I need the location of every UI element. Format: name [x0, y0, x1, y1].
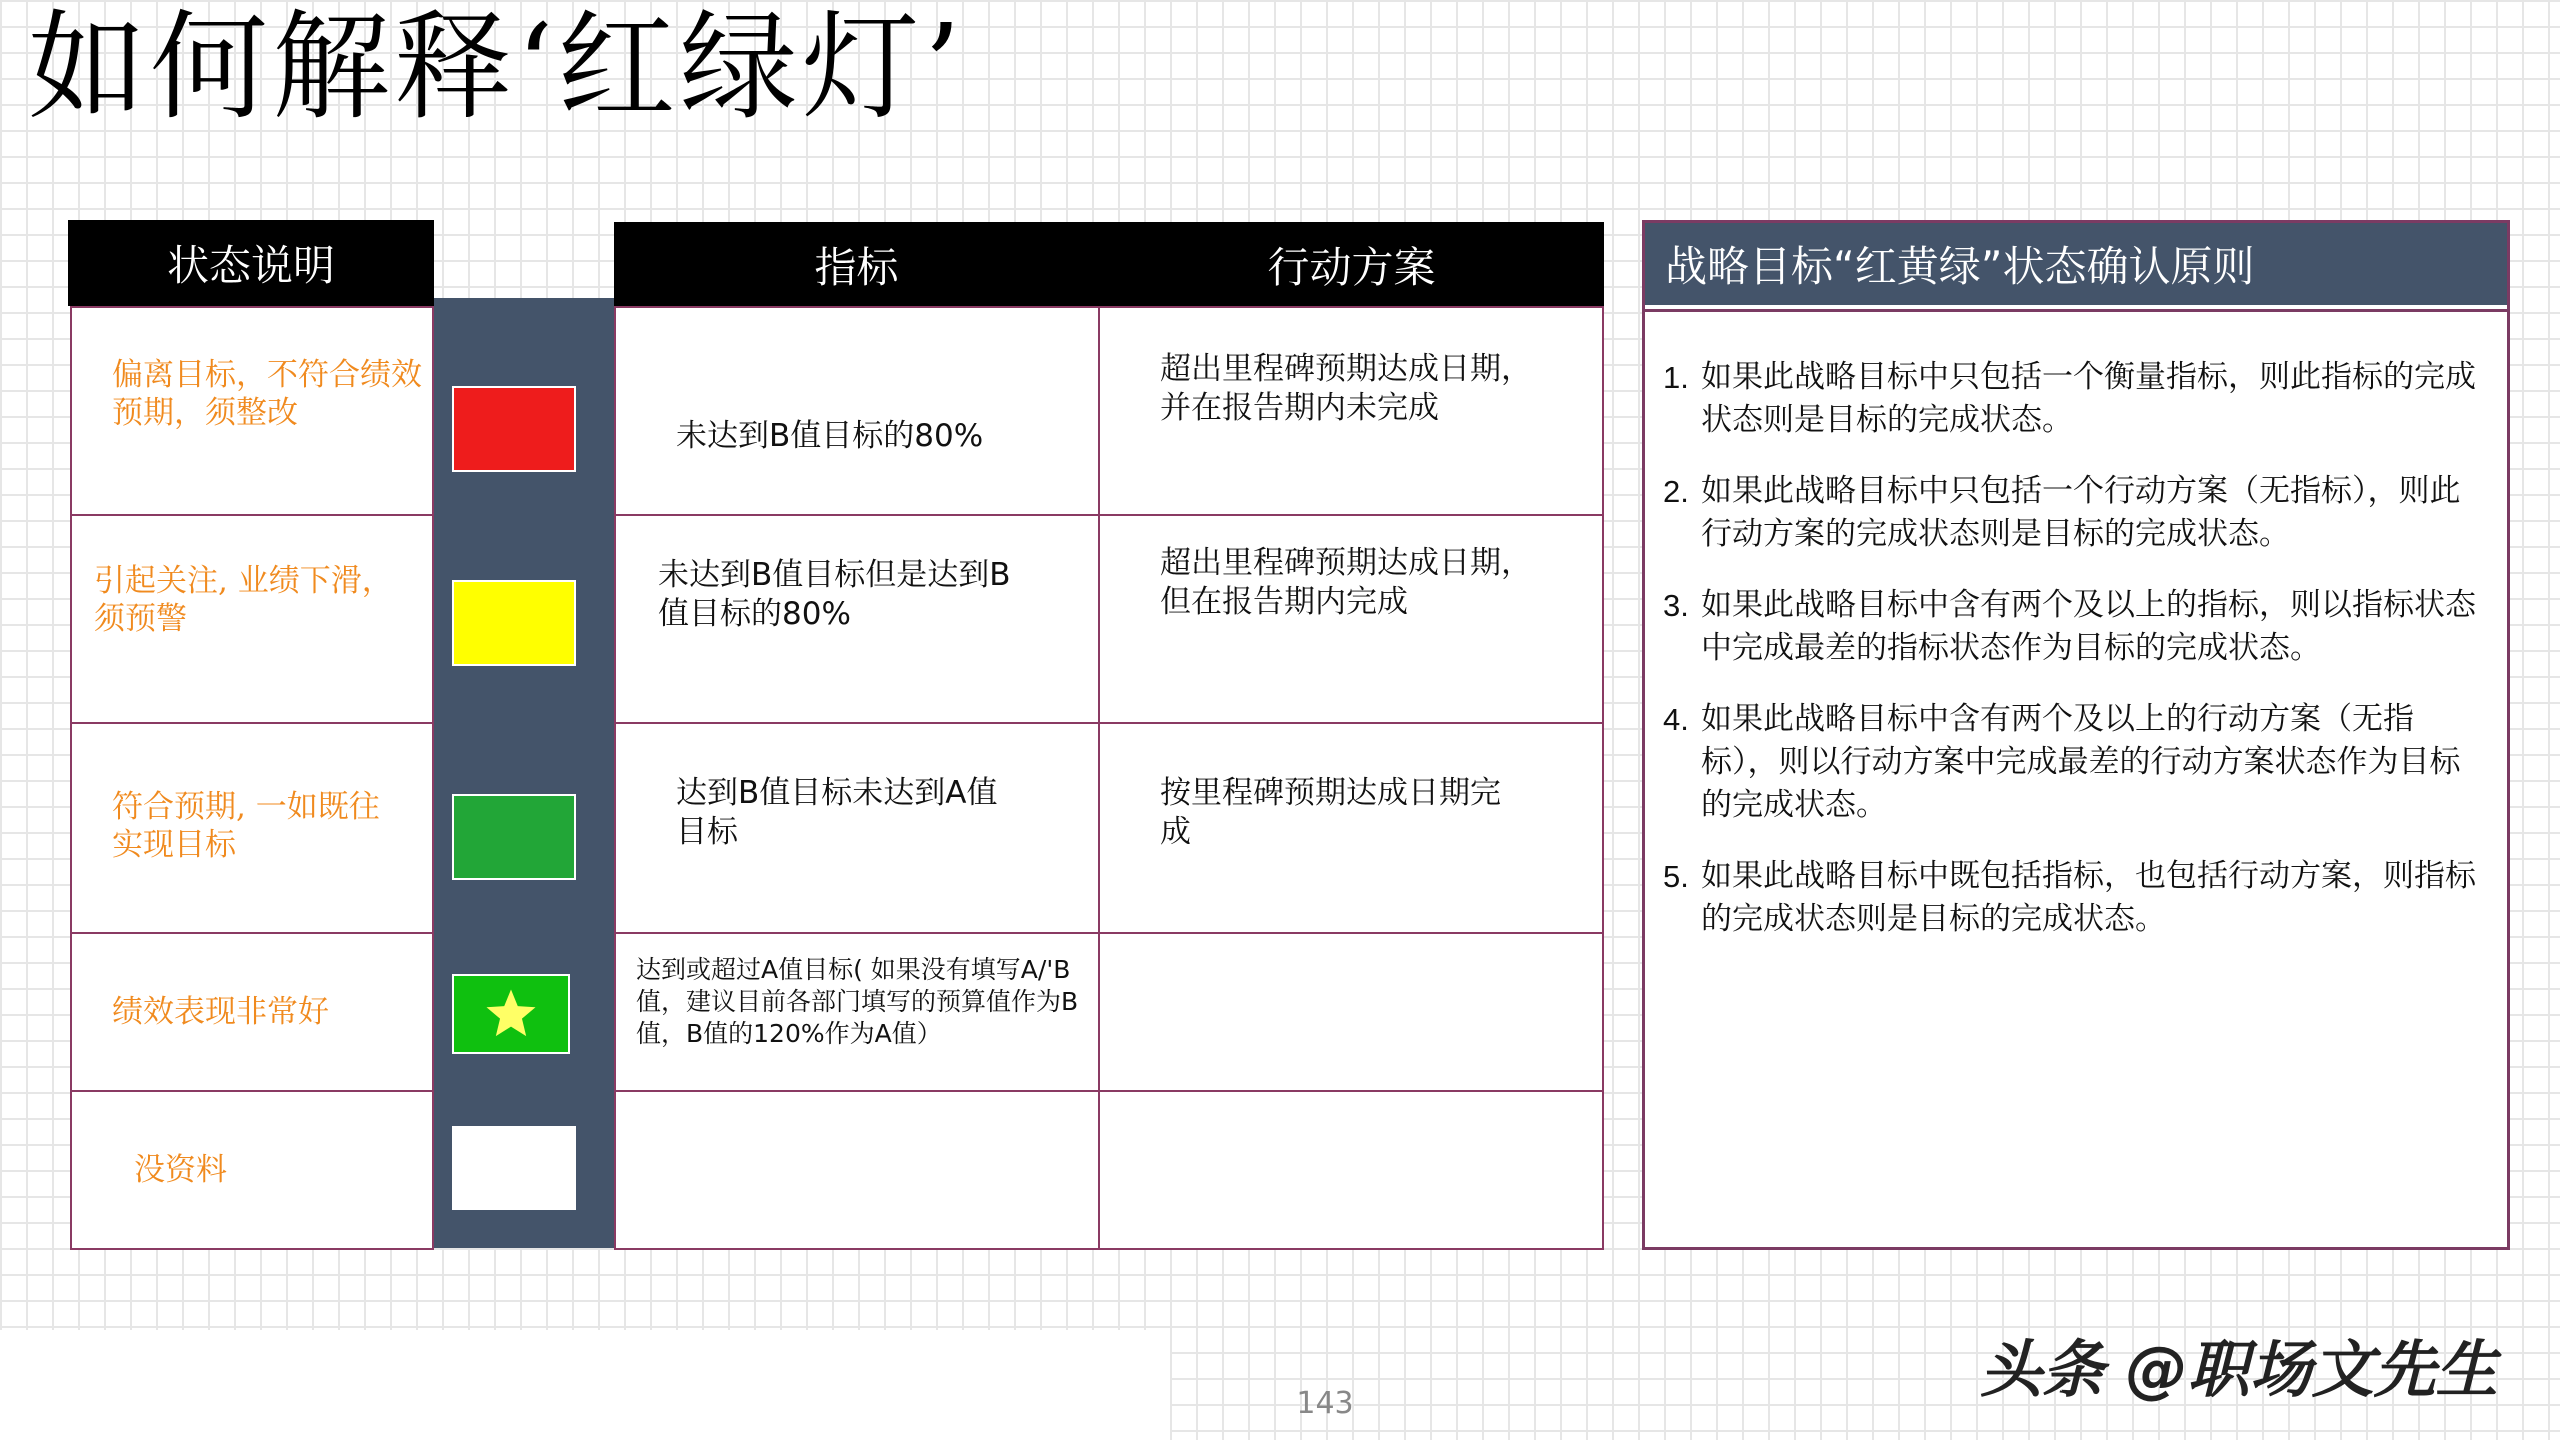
status-text: 偏离目标，不符合绩效预期，须整改	[112, 357, 422, 431]
action-cell	[1098, 514, 1604, 724]
rules-list	[1645, 312, 2507, 941]
status-cell-no-data	[70, 1090, 434, 1250]
rule-text: 如果此战略目标中含有两个及以上的行动方案（无指标），则以行动方案中完成最差的行动方案状态作为目标的完成状态。	[1701, 701, 2461, 823]
rules-header: 战略目标“红黄绿”状态确认原则	[1645, 223, 2507, 305]
status-text: 引起关注, 业绩下滑，须预警	[94, 563, 393, 637]
action-text: 按里程碑预期达成日期完成	[1160, 775, 1501, 850]
rule-number: 3.	[1663, 588, 1689, 623]
indicator-header: 指标	[614, 222, 1099, 308]
rule-text: 如果此战略目标中只包括一个行动方案（无指标），则此行动方案的完成状态则是目标的完成状态。	[1701, 473, 2461, 552]
rule-number: 1.	[1663, 360, 1689, 395]
star-icon	[483, 986, 539, 1042]
rule-item	[1663, 584, 2477, 670]
status-header: 状态说明	[68, 220, 434, 306]
rule-number: 2.	[1663, 474, 1689, 509]
rule-item	[1663, 470, 2477, 556]
table-header	[614, 222, 1604, 308]
status-cell-green	[70, 722, 434, 934]
indicator-text: 达到B值目标未达到A值目标	[676, 775, 998, 850]
rule-text: 如果此战略目标中含有两个及以上的指标，则以指标状态中完成最差的指标状态作为目标的完成状态。	[1701, 587, 2476, 666]
status-text: 符合预期, 一如既往实现目标	[112, 789, 380, 863]
footer-band	[0, 1330, 1170, 1440]
rule-item	[1663, 698, 2477, 827]
action-cell	[1098, 306, 1604, 516]
indicator-cell	[614, 722, 1100, 934]
yellow-status-swatch	[452, 580, 576, 666]
rule-text: 如果此战略目标中既包括指标，也包括行动方案，则指标的完成状态则是目标的完成状态。	[1701, 858, 2476, 937]
indicator-text: 未达到B值目标但是达到B值目标的80%	[658, 557, 1011, 632]
status-cell-excellent	[70, 932, 434, 1092]
excellent-status-swatch	[452, 974, 570, 1054]
action-text: 超出里程碑预期达成日期，但在报告期内完成	[1160, 545, 1532, 620]
rule-text: 如果此战略目标中只包括一个衡量指标，则此指标的完成状态则是目标的完成状态。	[1701, 359, 2476, 438]
indicator-cell	[614, 514, 1100, 724]
indicator-cell	[614, 306, 1100, 516]
status-cell-yellow	[70, 514, 434, 724]
status-text: 没资料	[134, 1152, 227, 1188]
action-cell	[1098, 932, 1604, 1092]
action-header: 行动方案	[1099, 222, 1604, 308]
rule-item	[1663, 855, 2477, 941]
green-status-swatch	[452, 794, 576, 880]
rule-item	[1663, 356, 2477, 442]
indicator-text: 未达到B值目标的80%	[676, 417, 984, 454]
action-cell	[1098, 1090, 1604, 1250]
indicator-cell	[614, 1090, 1100, 1250]
indicator-text: 达到或超过A值目标( 如果没有填写A/'B值，建议目前各部门填写的预算值作为B值，B值的120%作为A值）	[636, 955, 1079, 1048]
red-status-swatch	[452, 386, 576, 472]
rule-number: 4.	[1663, 702, 1689, 737]
status-cell-red	[70, 306, 434, 516]
no-data-status-swatch	[452, 1126, 576, 1210]
action-cell	[1098, 722, 1604, 934]
page-number: 143	[1296, 1386, 1354, 1421]
action-text: 超出里程碑预期达成日期，并在报告期内未完成	[1160, 351, 1532, 426]
indicator-cell	[614, 932, 1100, 1092]
rule-number: 5.	[1663, 859, 1689, 894]
status-rules-panel	[1642, 220, 2510, 1250]
watermark: 头条 @职场文先生	[1980, 1333, 2498, 1406]
status-text: 绩效表现非常好	[112, 994, 329, 1030]
page-title: 如何解释‘红绿灯’	[28, 0, 966, 136]
